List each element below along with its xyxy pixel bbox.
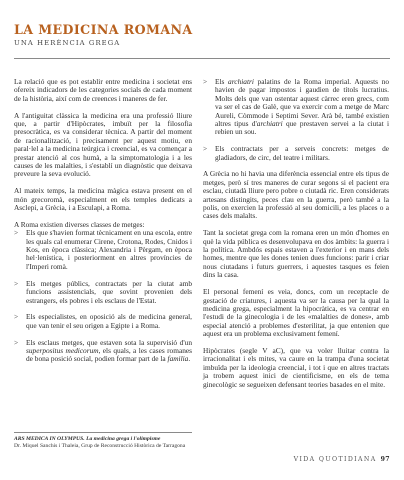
list-item-text: Els contractats per a serveis concrets: metges de gladiadors, de circ, del teatre i militars. [215,144,389,162]
bullet-marker: > [14,278,19,288]
list-item-text: Els especialistes, en oposició als de medicina general, que van tenir el seu origen a Egipte i a Roma. [26,312,192,330]
list-item [203,78,389,137]
list-item [14,229,192,271]
header-divider [14,58,390,59]
paragraph: El personal femení es veia, doncs, com un receptacle de gestació de criatures, i aquesta va ser la causa per la qual la medicina grega, especialment la hipocràtica, es va centrar en l'estudi de la ginecologia i de les «malalties de dones», amb especial atenció a problemes d'esterilitat, ja que entenien que aquest era un problema exclusivament femení. [203,287,389,339]
section-name: VIDA QUOTIDIANA [293,456,377,463]
list-item-text: Els que s'havien format tècnicament en una escola, entre les quals cal enumerar Cirene, Crotona, Rodes, Cnidos i Kos, en època clàssica; Alexandria i Pèrgam, en època hel·lenística, i posteriorment en altres províncies de l'Imperi romà. [26,228,192,271]
paragraph: Hipòcrates (segle V aC), que va voler lluitar contra la irracionalitat i els mites, va caure en la trampa d'una societat imbuïda per la ideologia creencial, i tot i que en altres tractats ja trobem aquest inici de cientificisme, en els de tema ginecològic se segueixen defensant teories basades en el mite. [203,345,389,389]
bullet-marker: > [203,144,208,154]
bullet-marker: > [14,312,19,322]
list-item [14,339,192,364]
paragraph: Tant la societat grega com la romana eren un món d'homes en què la vida pública es desenvolupava en dos àmbits: la guerra i la política. Ambdós espais estaven a l'exterior i en mans dels homes, mentre que les dones tenien dues funcions: parir i criar nous ciutadans i futurs guerrers, i aquestes tasques es feien dins la casa. [203,228,389,280]
credit-title: ARS MEDICA IN OLYMPUS. La medicina grega i l'olimpisme [14,436,161,442]
page-footer [284,456,390,463]
paragraph: La relació que es pot establir entre medicina i societat ens ofereix indicadors de les categories socials de cada moment de la història, així com de creences i maneres de fer. [14,77,192,103]
list-item [14,280,192,305]
bullet-marker: > [14,337,19,347]
list-item-text: Els esclaus metges, que estaven sota la supervisió d'un superpositus medicorum, els quals, a les cases romanes de bona posició social, podien formar part de la familia. [26,337,192,364]
article-credit [14,436,214,450]
paragraph: A l'antiguitat clàssica la medicina era una professió lliure que, a partir d'Hipòcrates, imbuït per la filosofia presocràtica, es va considerar tècnica. A partir del moment de racionalització, i precisament per aquest motiu, en paral·lel a la medicina teúrgica i creencial, es va començar a prestar atenció al cos humà, a la simptomatologia i a les causes de les malalties, i s'establí un diagnòstic que deixava preveure la seva evolució. [14,110,192,179]
article-header [14,23,390,48]
paragraph: A Roma existien diverses classes de metges: [14,219,145,229]
bullet-marker: > [14,228,19,238]
credit-author: Dr. Miquel Sanchis i Thaleia, Grup de Reconstrucció Històrica de Tarragona [14,443,186,449]
left-column [14,78,192,364]
paragraph: A Grècia no hi havia una diferència essencial entre els tipus de metges, però sí tres maneres de curar segons si el pacient era esclau, ciutadà lliure pero pobre o ciutadà ric. Eren considerats artesans distingits, peces clau en la guerra, però també a la polis, on exercien la professió al seu domicili, a les places o a cases dels malalts. [203,169,389,221]
article-subtitle: UNA HERÈNCIA GREGA [14,39,121,47]
list-item-text: Els metges públics, contractats per la ciutat amb funcions assistencials, que sovint provenien dels estrangers, els pobres i els esclaus de l'Estat. [26,278,192,305]
list-item [14,313,192,330]
credit-divider [14,432,192,433]
bullet-marker: > [203,77,208,86]
right-column [203,78,389,397]
page-number: 97 [380,456,390,463]
article-title: LA MEDICINA ROMANA [14,22,193,37]
list-item-text: Els archiatri palatins de la Roma imperial. Aquests no havien de pagar impostos i gaudien de títols lucratius. Molts dels que van ostentar aquest càrrec eren grecs, com va ser el cas de Galè, que va exercir com a metge de Marc Aureli, Còmmode i Septimi Sever. Arà bé, també existien altres tipus d'archiatri que prestaven servei a la ciutat i rebien un sou. [215,77,389,137]
paragraph: Al mateix temps, la medicina màgica estava present en el món grecoromà, especialment en els temples dedicats a Asclepi, a Grècia, i a Esculapi, a Roma. [14,186,192,213]
list-item [203,145,389,162]
